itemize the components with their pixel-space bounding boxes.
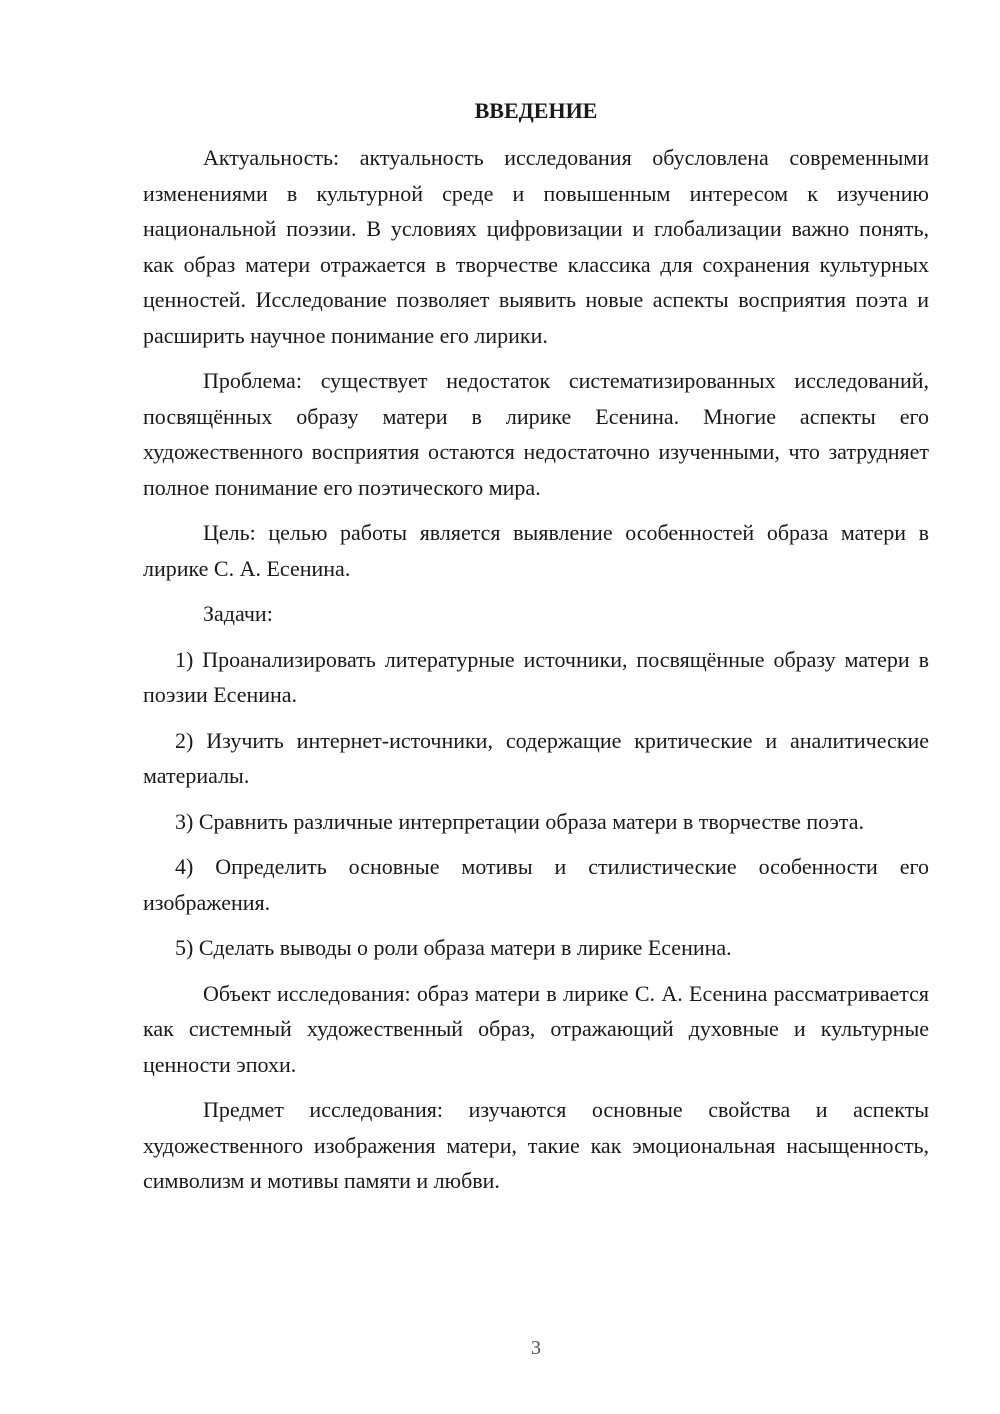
tasks-label: Задачи: bbox=[203, 601, 273, 626]
page-number: 3 bbox=[531, 1337, 541, 1359]
task-item-5: 5) Сделать выводы о роли образа матери в лирике Есенина. bbox=[175, 935, 732, 960]
paragraph-object: Объект исследования: образ матери в лирике С. А. Есенина рассматривается как системный художественный образ, отражающий духовные и культурные ценности эпохи. bbox=[143, 980, 929, 1077]
task-item-1: 1) Проанализировать литературные источники, посвящённые образу матери в поэзии Есенина. bbox=[143, 646, 929, 707]
paragraph-goal: Цель: целью работы является выявление особенностей образа матери в лирике С. А. Есенина. bbox=[143, 520, 929, 581]
paragraph-relevance: Актуальность: актуальность исследования обусловлена современными изменениями в культурной среде и повышенным интересом к изучению национальной поэзии. В условиях цифровизации и глобализации важно понять, как образ матери отражается в творчестве классика для сохранения культурных ценностей. Исследование позволяет выявить новые аспекты восприятия поэта и расширить научное понимание его лирики. bbox=[143, 145, 929, 348]
body-text bbox=[143, 140, 929, 1209]
page-title: ВВЕДЕНИЕ bbox=[474, 98, 598, 123]
task-item-3: 3) Сравнить различные интерпретации образа матери в творчестве поэта. bbox=[175, 808, 865, 834]
paragraph-subject: Предмет исследования: изучаются основные свойства и аспекты художественного изображения матери, такие как эмоциональная насыщенность, символизм и мотивы памяти и любви. bbox=[143, 1097, 929, 1193]
task-item-4: 4) Определить основные мотивы и стилистические особенности его изображения. bbox=[143, 854, 929, 915]
task-item-2: 2) Изучить интернет-источники, содержащие критические и аналитические материалы. bbox=[143, 727, 929, 788]
paragraph-problem: Проблема: существует недостаток систематизированных исследований, посвящённых образу матери в лирике Есенина. Многие аспекты его художественного восприятия остаются недостаточно изученными, что затрудняет полное понимание его поэтического мира. bbox=[143, 368, 929, 500]
